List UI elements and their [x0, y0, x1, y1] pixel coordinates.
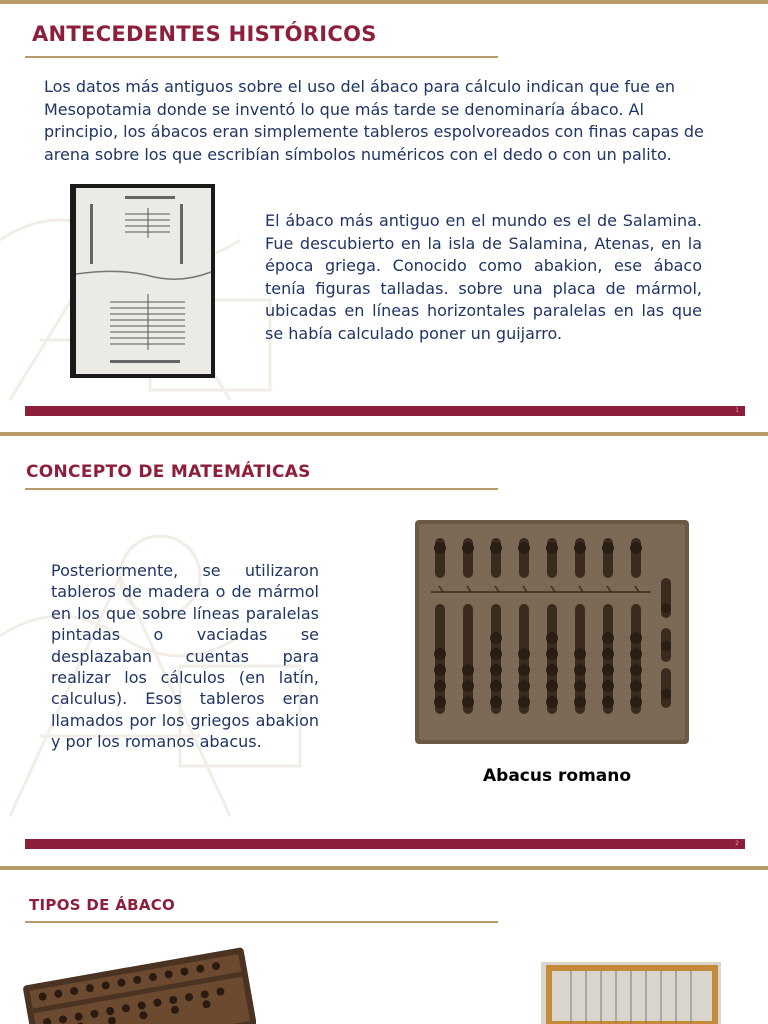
roman-abacus-image — [413, 518, 693, 746]
slide-footer-bar — [25, 406, 745, 416]
page-number: 2 — [735, 840, 739, 847]
intro-paragraph: Los datos más antiguos sobre el uso del ábaco para cálculo indican que fue en Mesopotamia donde se inventó lo que más tarde se denominaría ábaco. Al principio, los ábacos eran simplemente tableros espolvoreados con finas capas de arena sobre los que escribían símbolos numéricos con el dedo o con un palito. — [44, 77, 704, 164]
slide-2 — [0, 436, 768, 866]
slide-footer-bar — [25, 839, 745, 849]
slide-3 — [0, 870, 768, 1024]
salamina-abacus-image — [70, 184, 215, 378]
wooden-frame-abacus-image — [541, 962, 721, 1024]
page-number: 1 — [735, 407, 739, 414]
title-underline — [25, 921, 498, 923]
title-underline — [25, 56, 498, 58]
slide-title: CONCEPTO DE MATEMÁTICAS — [26, 462, 311, 482]
salamina-paragraph: El ábaco más antiguo en el mundo es el de Salamina. Fue descubierto en la isla de Salamina, Atenas, en la época griega. Conocido como abakion, ese ábaco tenía figuras talladas. sobre una placa de mármol, ubicadas en líneas horizontales paralelas en las que se había calculado poner un guijarro. — [265, 211, 702, 343]
top-rule — [0, 0, 768, 4]
slide-title: TIPOS DE ÁBACO — [29, 896, 176, 914]
slide-1 — [0, 0, 768, 432]
slide-title: ANTECEDENTES HISTÓRICOS — [32, 22, 377, 46]
concept-paragraph: Posteriormente, se utilizaron tableros de madera o de mármol en los que sobre líneas paralelas pintadas o vaciadas se desplazaban cuentas para realizar los cálculos (en latín, calculus). Esos tableros eran llamados por los griegos abakion y por los romanos abacus. — [51, 561, 319, 752]
title-underline — [25, 488, 498, 490]
chinese-abacus-image — [20, 936, 256, 1024]
image-caption: Abacus romano — [483, 766, 632, 786]
